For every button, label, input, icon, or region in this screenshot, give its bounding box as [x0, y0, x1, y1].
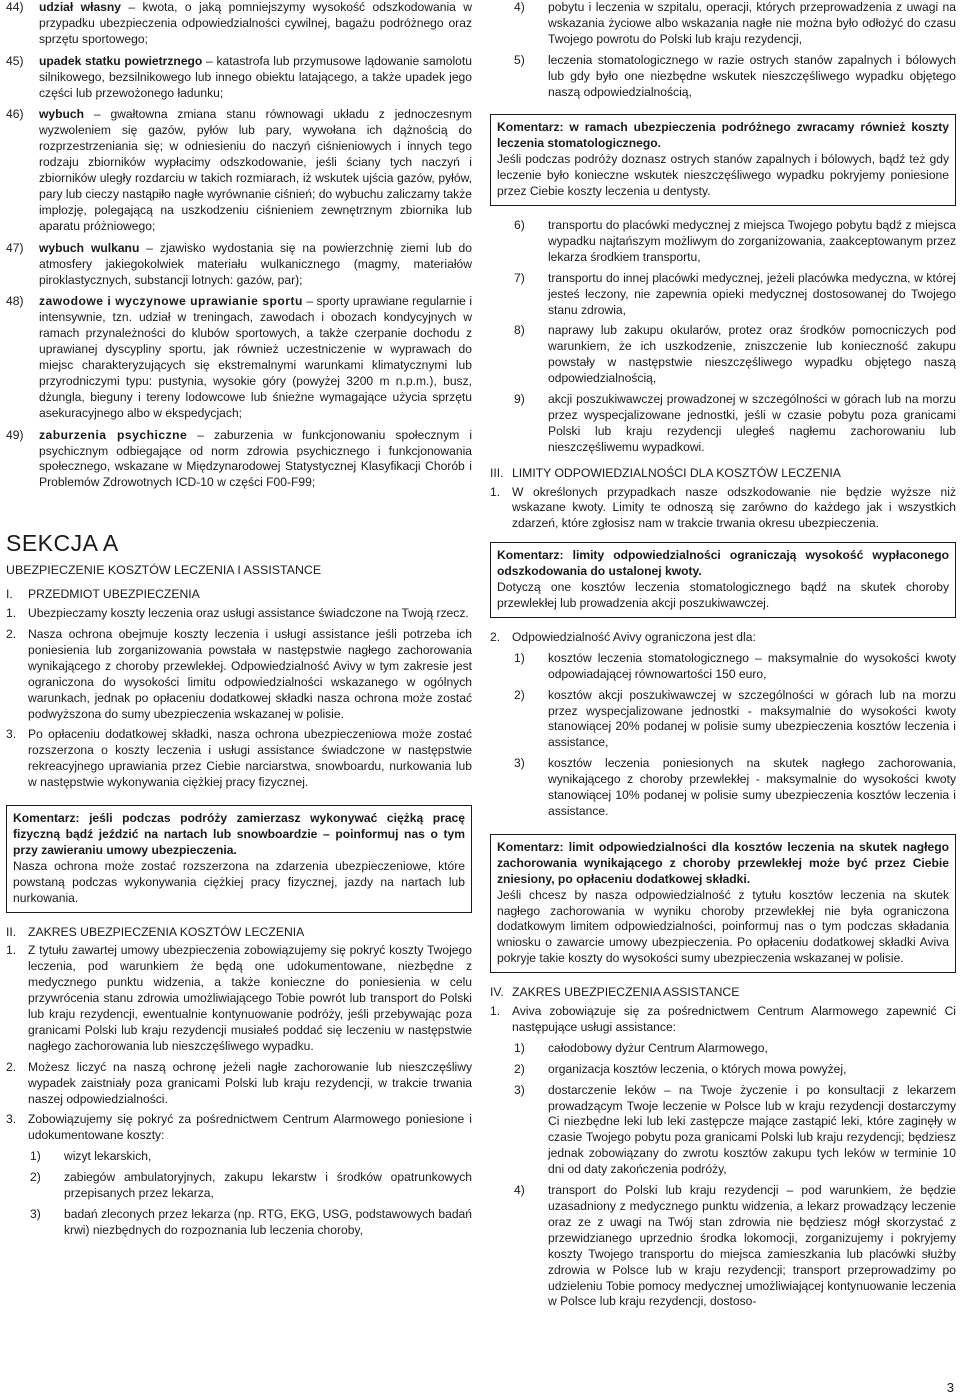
sub-list-item: 4) transport do Polski lub kraju rezydencji – pod warunkiem, że będzie uzasadniony z medycznego punktu widzenia, a lekarz prowadzący leczenie oraz ze z uwagi na Twój stan zdrowia nie będziesz mógł skorzystać z przewidzianego uprzednio środka lokomocji, zorganizujemy i pokryjemy koszty Twojego transportu do miejsca zamieszkania lub placówki służby zdrowia w Polsce lub w kraju rezydencji; transport przeprowadzimy po udzieleniu Tobie pomocy medycznej umożliwiającej kontynuowanie leczenia w Polsce lub kraju rezydencji, dostoso- [514, 1183, 956, 1309]
sub-list-item: 9) akcji poszukiwawczej prowadzonej w szczególności w górach lub na morzu przez wyspecjalizowane jednostki, jeśli w czasie pobytu poza granicami Polski lub kraju rezydencji uległeś nagłemu zachorowaniu lub nieszczęśliwemu wypadkowi. [514, 392, 956, 454]
sub-list-item: 2) zabiegów ambulatoryjnych, zakupu lekarstw i środków opatrunkowych przepisanych przez lekarza, [30, 1170, 472, 1201]
heading-assistance: IV. ZAKRES UBEZPIECZENIA ASSISTANCE [490, 985, 740, 1000]
sub-list-item: 1) całodobowy dyżur Centrum Alarmowego, [514, 1040, 768, 1055]
sub-list-item: 1) wizyt lekarskich, [30, 1149, 152, 1164]
heading-zakres-kosztow: II. ZAKRES UBEZPIECZENIA KOSZTÓW LECZENIA [6, 924, 305, 939]
sub-list-item: 3) dostarczenie leków – na Twoje życzenie i po konsultacji z lekarzem prowadzącym Twoje leczenie w Polsce lub w kraju rezydencji dostarczymy Ci niezbędne leki lub leki zastępcze mające zastąpić leki, które zaginęły w czasie Twojego pobytu poza granicami Polski lub kraju rezydencji; będziesz jednak zobowiązany do zwrotu kosztów zakupu tych leków w terminie 10 dni od daty zakończenia podróży, [514, 1082, 956, 1177]
sub-list-item: 7) transportu do innej placówki medycznej, jeżeli placówka medyczna, w której jesteś leczony, nie zapewnia opieki medycznej dostosowanej do Twojego stanu zdrowia, [514, 270, 956, 317]
heading-przedmiot: I. PRZEDMIOT UBEZPIECZENIA [6, 587, 200, 602]
section-title: SEKCJA A [6, 530, 119, 557]
definition-47: 47) wybuch wulkanu – zjawisko wydostania się na powierzchnię ziemi lub do atmosfery jakiegokolwiek materiału wulkanicznego (magmy, materiałów piroklastycznych, substancji lotnych: gazów, par); [6, 240, 472, 287]
sub-list-item: 3) badań zleconych przez lekarza (np. RTG, EKG, USG, podstawowych badań krwi) niezbędnych do rozpoznania lub leczenia choroby, [30, 1207, 472, 1237]
list-item: 1. Ubezpieczamy koszty leczenia oraz usługi assistance świadczone na Twoją rzecz. [6, 606, 469, 621]
sub-list-item: 8) naprawy lub zakupu okularów, protez oraz środków pomocniczych pod warunkiem, że ich uszkodzenie, zniszczenie lub konieczność zakupu powstały w następstwie nieszczęśliwego wypadku objętego naszą odpowiedzialnością, [514, 323, 956, 386]
definition-48: 48) zawodowe i wyczynowe uprawianie sportu – sporty uprawiane regularnie i intensywnie, tzn. udział w treningach, zawodach i obozach kondycyjnych w ramach przynależności do klubów sportowych, a także czerpanie dochodu z uprawianej dyscypliny sportu, jak również uczestniczenie w wyprawach do miejsc charakteryzujących się ekstremalnymi warunkami klimatycznymi lub przyrodniczymi typu: pustynia, wysokie góry (powyżej 3200 m n.p.m.), busz, dżungla, bieguny i tereny lodowcowe lub śnieżne wymagające użycia sprzętu asekuracyjnego albo w ekspedycjach; [6, 294, 473, 420]
list-item: 2. Możesz liczyć na naszą ochronę jeżeli nagłe zachorowanie lub nieszczęśliwy wypadek zaistniały poza granicami Polski lub kraju rezydencji, w trakcie trwania naszej odpowiedzialności. [6, 1059, 472, 1106]
sub-list-item: 6) transportu do placówki medycznej z miejsca Twojego pobytu bądź z miejsca wypadku najtańszym możliwym do zorganizowania, zaakceptowanym przez lekarza środkiem transportu, [514, 217, 956, 264]
comment-box: Komentarz: w ramach ubezpieczenia podróżnego zwracamy również koszty leczenia stomatologicznego. Jeśli podczas podróży doznasz ostrych stanów zapalnych i bólowych, bądź też gdy leczenie było konieczne wskutek nieszczęśliwego wypadku pokryjemy poniesione przez Ciebie koszty leczenia u dentysty. [490, 114, 956, 206]
definition-46: 46) wybuch – gwałtowna zmiana stanu równowagi układu z jednoczesnym wyzwoleniem się gazów, pyłów lub pary, wywołana ich dążnością do rozprzestrzeniania się; w odniesieniu do naczyń ciśnieniowych i innych tego rodzaju zbiorników wypłacimy odszkodowanie, jeśli ściany tych naczyń i zbiorników uległy rozdarciu w takich rozmiarach, iż wskutek ujścia gazów, pyłów, pary lub cieczy nastąpiło nagłe wyrównanie ciśnień; do wybuchu zaliczamy także implozję, polegającą na uszkodzeniu ciśnieniem zewnętrznym zbiornika lub aparatu próżniowego; [6, 107, 472, 233]
list-item: 1. Z tytułu zawartej umowy ubezpieczenia zobowiązujemy się pokryć koszty Twojego leczenia, pod warunkiem że będą one udokumentowane, niezbędne z medycznego punktu widzenia, a także konieczne do poniesienia w celu przywrócenia stanu zdrowia umożliwiającego Tobie powrót lub transport do Polski lub kraju rezydencji, ewentualnie kontynuowanie podróży, jeśli przebywając poza granicami Polski lub kraju rezydencji musiałeś poddać się leczeniu w następstwie nagłego zachorowania lub nieszczęśliwego wypadku. [6, 943, 472, 1053]
sub-list-item: 2) organizacja kosztów leczenia, o których mowa powyżej, [514, 1061, 847, 1076]
comment-box: Komentarz: limit odpowiedzialności dla kosztów leczenia na skutek nagłego zachorowania wynikającego z choroby przewlekłej może być przez Ciebie zniesiony, po opłaceniu dodatkowej składki. Jeśli chcesz by nasza odpowiedzialność z tytułu kosztów leczenia na skutek nagłego zachorowania w wyniku choroby przewlekłej nie była ograniczona dodatkowym limitem odpowiedzialności, poinformuj nas o tym podczas składania wniosku o zawarcie umowy ubezpieczenia. Po opłaceniu dodatkowej składki Aviva pokryje takie koszty do wysokości sumy ubezpieczenia wskazanej w polisie. [490, 834, 956, 973]
comment-box: Komentarz: jeśli podczas podróży zamierzasz wykonywać ciężką pracę fizyczną bądź jeździć na nartach lub snowboardzie – poinformuj nas o tym przy zawieraniu umowy ubezpieczenia. Nasza ochrona może zostać rozszerzona na zdarzenia ubezpieczeniowe, które powstaną podczas wykonywania ciężkiej pracy fizycznej, jazdy na nartach lub nurkowania. [6, 805, 472, 912]
definition-44: 44) udział własny – kwota, o jaką pomniejszymy wysokość odszkodowania w przypadku ubezpieczenia odpowiedzialności cywilnej, bagażu podróżnego oraz sprzętu sportowego; [6, 0, 472, 46]
heading-limity: III. LIMITY ODPOWIEDZIALNOŚCI DLA KOSZTÓW LECZENIA [490, 465, 841, 480]
definition-49: 49) zaburzenia psychiczne – zaburzenia w funkcjonowaniu społecznym i psychicznym odbiegające od norm zdrowia psychicznego i funkcjonowania społecznego, wskazane w Międzynarodowej Statystycznej Klasyfikacji Chorób i Problemów Zdrowotnych ICD-10 w części F00-F99; [6, 427, 472, 490]
left-column [6, 0, 472, 1244]
list-item: 2. Odpowiedzialność Avivy ograniczona jest dla: [490, 629, 756, 644]
right-column [490, 0, 956, 1315]
definition-45: 45) upadek statku powietrznego – katastrofa lub przymusowe lądowanie samolotu silnikowego, bezsilnikowego lub innego obiektu latającego, a także upadek jego części lub przewożonego ładunku; [6, 53, 472, 100]
sub-list-item: 5) leczenia stomatologicznego w razie ostrych stanów zapalnych i bólowych lub gdy było one niezbędne wskutek nieszczęśliwego wypadku objętego naszą odpowiedzialnością, [514, 52, 956, 99]
list-item: 2. Nasza ochrona obejmuje koszty leczenia i usługi assistance jeśli potrzeba ich poniesienia lub zorganizowania powstała w następstwie nagłego zachorowania wynikającego z choroby przewlekłej. Odpowiedzialność Avivy w tym zakresie jest ograniczona do wysokości limitu odpowiedzialności wskazanego w ogólnych warunkach, jednak po opłaceniu dodatkowej składki nasza ochrona może zostać podwyższona do sumy ubezpieczenia wskazanej w polisie. [6, 627, 472, 721]
sub-list-item: 2) kosztów akcji poszukiwawczej w szczególności w górach lub na morzu przez wyspecjalizowane jednostki - maksymalnie do wysokości kwoty stanowiącej 20% podanej w polisie sumy ubezpieczenia kosztów leczenia i assistance, [514, 687, 956, 750]
list-item: 3. Zobowiązujemy się pokryć za pośrednictwem Centrum Alarmowego poniesione i udokumentowane koszty: [6, 1112, 472, 1143]
list-item: 1. W określonych przypadkach nasze odszkodowanie nie będzie wyższe niż wskazane kwoty. Limity te odnoszą się zarówno do każdego jak i wszystkich zdarzeń, które zgłosisz nam w trakcie trwania okresu ubezpieczenia. [490, 484, 956, 531]
comment-box: Komentarz: limity odpowiedzialności ograniczają wysokość wypłaconego odszkodowania do ustalonej kwoty. Dotyczą one kosztów leczenia stomatologicznego bądź na skutek choroby przewlekłej lub prowadzenia akcji poszukiwawczej. [490, 542, 956, 618]
section-subtitle: UBEZPIECZENIE KOSZTÓW LECZENIA I ASSISTANCE [6, 563, 322, 578]
sub-list-item: 1) kosztów leczenia stomatologicznego – maksymalnie do wysokości kwoty odpowiadającej równowartości 150 euro, [514, 650, 956, 681]
sub-list-item: 4) pobytu i leczenia w szpitalu, operacji, których przeprowadzenia z uwagi na wskazania życiowe albo wskazania nagłe nie można było odłożyć do czasu Twojego powrotu do Polski lub kraju rezydencji, [514, 0, 956, 46]
list-item: 3. Po opłaceniu dodatkowej składki, nasza ochrona ubezpieczeniowa może zostać rozszerzona o koszty leczenia i usługi assistance świadczone w następstwie rekreacyjnego uprawiania przez Ciebie narciarstwa, snowboardu, nurkowania lub w następstwie wykonywania ciężkiej pracy fizycznej. [6, 727, 472, 790]
page-number: 3 [946, 1380, 954, 1396]
sub-list-item: 3) kosztów leczenia poniesionych na skutek nagłego zachorowania, wynikającego z choroby przewlekłej - maksymalnie do wysokości kwoty stanowiącej 10% podanej w polisie sumy ubezpieczenia kosztów leczenia i assistance. [514, 756, 956, 818]
list-item: 1. Aviva zobowiązuje się za pośrednictwem Centrum Alarmowego zapewnić Ci następujące usługi assistance: [490, 1004, 956, 1034]
